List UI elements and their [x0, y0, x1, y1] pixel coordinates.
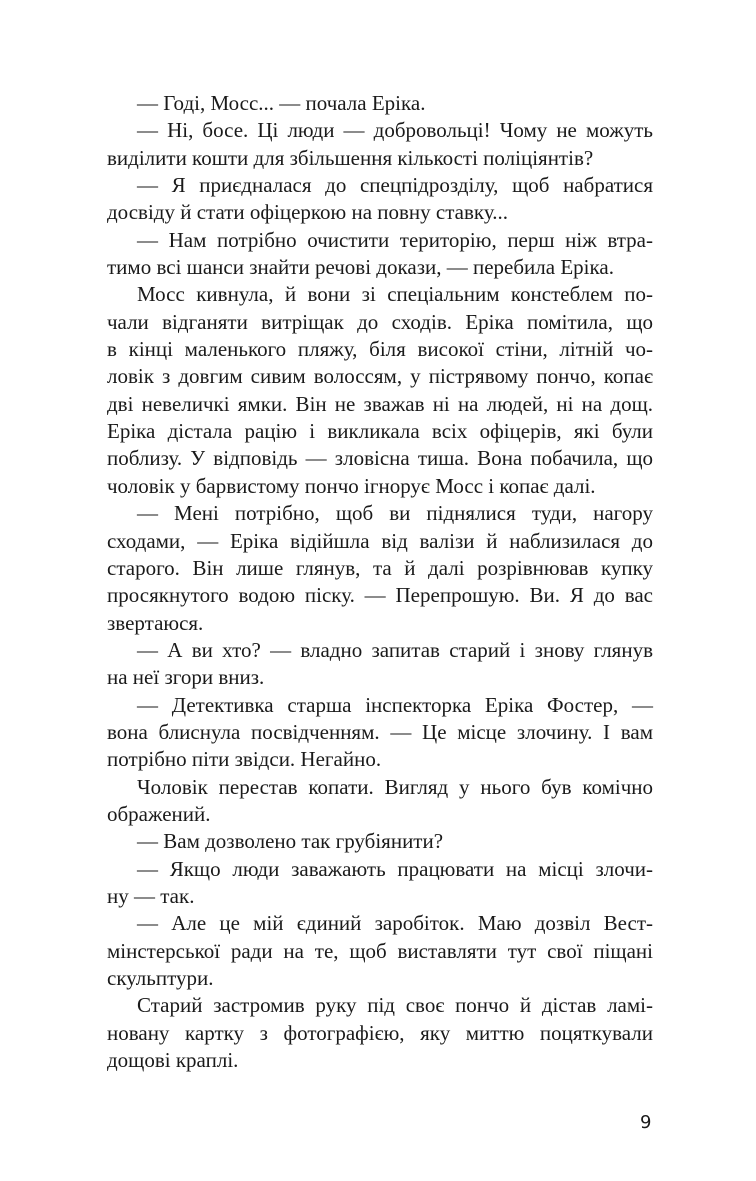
text-line: — Ні, босе. Ці люди — добровольці! Чому не можуть	[137, 118, 653, 143]
text-line: ну — так.	[107, 883, 195, 908]
text-line: Еріка дістала рацію і викликала всіх офіцерів, які були	[107, 419, 653, 444]
text-line: — Детективка старша інспекторка Еріка Фостер, —	[137, 692, 653, 717]
body-text	[107, 90, 653, 1074]
text-line: скульптури.	[107, 966, 214, 990]
text-line: — Годі, Мосс... — почала Еріка.	[137, 91, 426, 115]
text-line: дощові краплі.	[107, 1048, 239, 1073]
text-line: на неї згори вниз.	[107, 665, 265, 690]
text-line: потрібно піти звідси. Негайно.	[107, 747, 382, 772]
text-line: ловік з довгим сивим волоссям, у пістрявому пончо, копає	[107, 364, 653, 389]
text-line: — Мені потрібно, щоб ви піднялися туди, нагору	[137, 501, 653, 526]
text-line: мінстерської ради на те, щоб виставляти тут свої піщані	[107, 938, 653, 963]
text-line: — Вам дозволено так грубіянити?	[137, 829, 444, 854]
text-line: — Я приєдналася до спецпідрозділу, щоб набратися	[137, 173, 653, 198]
text-line: в кінці маленького пляжу, біля високої стіни, літній чо-	[107, 337, 653, 362]
text-line: досвіду й стати офіцеркою на повну ставку...	[107, 200, 508, 225]
text-line: просякнутого водою піску. — Перепрошую. Ви. Я до вас	[107, 583, 653, 608]
text-line: старого. Він лише глянув, та й далі розрівнював купку	[107, 555, 653, 580]
text-line: звертаюся.	[107, 610, 204, 635]
text-line: виділити кошти для збільшення кількості поліціянтів?	[107, 145, 594, 170]
text-line: тимо всі шанси знайти речові докази, — перебила Еріка.	[107, 255, 614, 280]
text-line: новану картку з фотографією, яку миттю поцяткували	[107, 1020, 653, 1045]
text-line: чали відганяти витріщак до сходів. Еріка помітила, що	[107, 309, 653, 334]
text-line: чоловік у барвистому пончо ігнорує Мосс і копає далі.	[107, 473, 596, 498]
text-line: — А ви хто? — владно запитав старий і знову глянув	[137, 637, 653, 662]
text-line: Чоловік перестав копати. Вигляд у нього був комічно	[137, 774, 653, 799]
page-number: 9	[640, 1112, 652, 1133]
text-line: Мосс кивнула, й вони зі спеціальним констеблем по-	[137, 282, 653, 307]
text-line: — Але це мій єдиний заробіток. Маю дозвіл Вест-	[137, 911, 653, 936]
text-line: Старий застромив руку під своє пончо й дістав ламі-	[137, 993, 653, 1018]
text-line: вона блиснула посвідченням. — Це місце злочину. І вам	[107, 719, 653, 744]
text-line: сходами, — Еріка відійшла від валізи й наблизилася до	[107, 528, 653, 553]
text-line: дві невеличкі ямки. Він не зважав ні на людей, ні на дощ.	[107, 391, 653, 416]
text-line: ображений.	[107, 801, 211, 826]
text-line: — Нам потрібно очистити територію, перш ніж втра-	[137, 227, 653, 252]
text-line: — Якщо люди заважають працювати на місці злочи-	[137, 856, 653, 881]
text-line: поблизу. У відповідь — зловісна тиша. Вона побачила, що	[107, 446, 653, 471]
